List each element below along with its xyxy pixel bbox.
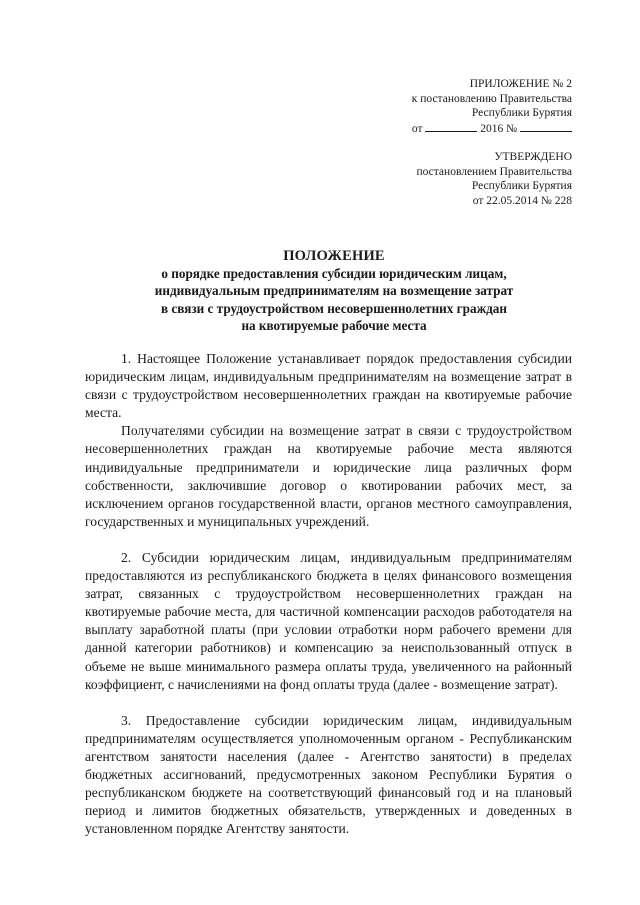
date-blank [425,121,477,132]
paragraph-2: 2. Субсидии юридическим лицам, индивидуальным предпринимателям предоставляются из республиканского бюджета в целях финансового возмещения затрат, связанных с трудоустройством несовершеннолетних граждан на квотируемые рабочие места, для частичной компенсации расходов работодателя на выплату заработной платы (при условии отработки норм рабочего времени для данной категории работников) и компенсацию за неиспользованный отпуск в объеме не выше минимального размера оплаты труда, увеличенного на районный коэффициент, с начислениями на фонд оплаты труда (далее - возмещение затрат). [85,549,572,692]
title-main: ПОЛОЖЕНИЕ [283,248,385,264]
number-blank [520,121,572,132]
title-line-4: на квотируемые рабочие места [241,318,427,334]
document-title [80,247,588,335]
paragraph-1: 1. Настоящее Положение устанавливает порядок предоставления субсидии юридическим лицам, индивидуальным предпринимателям на возмещение затрат в связи с трудоустройством несовершеннолетних граждан на квотируемые рабочие места. [85,351,572,421]
approved-date-line: от 22.05.2014 № 228 [472,194,572,207]
document-body [85,350,572,838]
attachment-header [412,77,572,136]
number-sign: № [506,122,518,135]
attachment-date-line [412,121,572,137]
date-prefix: от [411,122,423,135]
title-line-1: о порядке предоставления субсидии юридическим лицам, [161,266,507,281]
paragraph-1-recipients: Получателями субсидии на возмещение затрат в связи с трудоустройством несовершеннолетних граждан на квотируемые рабочие места являются индивидуальные предприниматели и юридические лица различных форм собственности, заключившие договор о квотировании рабочих мест, за исключением органов государственной власти, органов местного самоуправления, государственных и муниципальных учреждений. [85,423,572,529]
date-year: 2016 [480,122,504,135]
attachment-ref-line: к постановлению Правительства [411,92,572,105]
approved-heading: УТВЕРЖДЕНО [494,151,572,163]
paragraph-3: 3. Предоставление субсидии юридическим лицам, индивидуальным предпринимателям осуществляется уполномоченным органом - Республиканским агентством занятости населения (далее - Агентство занятости) в пределах бюджетных ассигнований, предусмотренных законом Республики Бурятия о республиканском бюджете на соответствующий финансовый год и на плановый период и лимитов бюджетных обязательств, утвержденных и доведенных в установленном порядке Агентству занятости. [85,712,572,837]
attachment-number: ПРИЛОЖЕНИЕ № 2 [469,78,572,90]
approved-by-line: постановлением Правительства [416,165,572,178]
approval-stamp-block [416,150,572,208]
title-line-3: в связи с трудоустройством несовершеннолетних граждан [160,300,507,316]
approved-republic-line: Республики Бурятия [471,180,572,193]
attachment-republic-line: Республики Бурятия [471,107,572,120]
title-line-2: индивидуальным предпринимателям на возмещение затрат [154,283,514,299]
